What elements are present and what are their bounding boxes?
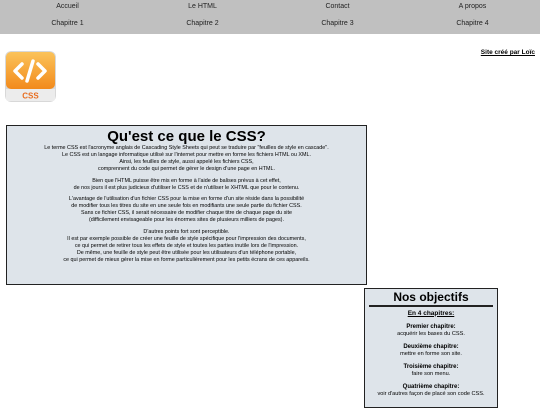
text-line: Ainsi, les feuilles de style, aussi appelé les fichiers CSS, (119, 158, 254, 165)
nav-row-chapters (0, 18, 540, 33)
paragraph-other-points (9, 229, 364, 264)
chapter-description: mettre en forme son site. (400, 350, 462, 357)
text-line: Le CSS est un langage informatique utilisé sur l'internet pour mettre en forme les fichiers HTML ou XML. (62, 151, 311, 158)
chapter-title: Quatrième chapitre: (402, 383, 460, 390)
css-logo-icon (5, 51, 56, 102)
section-body (7, 145, 366, 264)
chapter-description: acquérir les bases du CSS. (397, 330, 465, 337)
text-line: Il est par exemple possible de créer une feuille de style spécifique pour l'impression des documents, (67, 235, 306, 242)
chapter-description: voir d'autres façon de placé son code CSS. (377, 390, 485, 397)
text-line: Le terme CSS est l'acronyme anglais de Cascading Style Sheets qui peut se traduire par "feuilles de style en cascade". (44, 145, 329, 151)
paragraph-advantage (9, 196, 364, 224)
css-logo-label: CSS (22, 91, 39, 101)
nav-link-accueil[interactable]: Accueil (56, 3, 79, 10)
text-line: (difficilement envisageable pour les énormes sites de plusieurs milliers de pages). (89, 217, 284, 224)
paragraph-html-vs-css (9, 178, 364, 192)
text-line: comprennent du code qui permet de gérer le design d'une page en HTML. (98, 165, 275, 172)
nav-row-main (0, 1, 540, 16)
text-line: de modifier tous les titres du site en une seule fois en modifiants une seule partie du fichier CSS. (71, 203, 302, 210)
text-line: ce qui permet de mieux gérer la mise en forme particulièrement pour les petits écrans de ces appareils. (63, 256, 310, 263)
chapter-title: Troisième chapitre: (403, 363, 459, 370)
chapter-item (365, 364, 497, 378)
divider (369, 305, 493, 307)
nav-link-chapitre-1[interactable]: Chapitre 1 (51, 20, 84, 27)
chapter-description: faire son menu. (411, 370, 451, 377)
nav-link-a-propos[interactable]: A propos (458, 3, 487, 10)
text-line: Sans ce fichier CSS, il serait nécessaire de modifier chaque titre de chaque page du site (81, 210, 292, 217)
objectives-panel (364, 288, 498, 408)
objectives-subtitle: En 4 chapitres: (407, 309, 455, 317)
css-logo (5, 51, 56, 102)
chapter-title: Deuxième chapitre: (403, 343, 459, 350)
chapter-item (365, 324, 497, 338)
paragraph-definition (9, 145, 364, 173)
nav-link-contact[interactable]: Contact (325, 3, 350, 10)
nav-link-chapitre-2[interactable]: Chapitre 2 (186, 20, 219, 27)
text-line: D'autres points fort sont perceptible. (143, 229, 230, 236)
top-navigation (0, 0, 540, 34)
nav-link-chapitre-3[interactable]: Chapitre 3 (321, 20, 354, 27)
text-line: Bien que l'HTML puisse être mis en forme à l'aide de balises prévus à cet effet, (92, 177, 281, 184)
chapter-title: Premier chapitre: (406, 323, 456, 330)
nav-link-chapitre-4[interactable]: Chapitre 4 (456, 20, 489, 27)
nav-link-le-html[interactable]: Le HTML (188, 3, 217, 10)
section-title: Qu'est ce que le CSS? (107, 128, 266, 145)
text-line: De même, une feuille de style peut être utilisée pour les utilisateurs d'un téléphone portable, (76, 249, 297, 256)
chapter-item (365, 344, 497, 358)
objectives-title: Nos objectifs (393, 290, 469, 304)
text-line: ce qui permet de retirer tous les effets de style et toutes les parties inutile lors de l'impression. (74, 242, 299, 249)
text-line: L'avantage de l'utilisation d'un fichier CSS pour la mise en forme d'un site réside dans la possibilité (68, 196, 305, 203)
what-is-css-section (6, 125, 367, 285)
site-credit-link[interactable]: Site créé par Loïc (480, 49, 535, 56)
chapter-item (365, 384, 497, 398)
text-line: de nos jours il est plus judicieux d'utiliser le CSS et de n'utiliser le XHTML que pour le contenu. (73, 184, 300, 191)
